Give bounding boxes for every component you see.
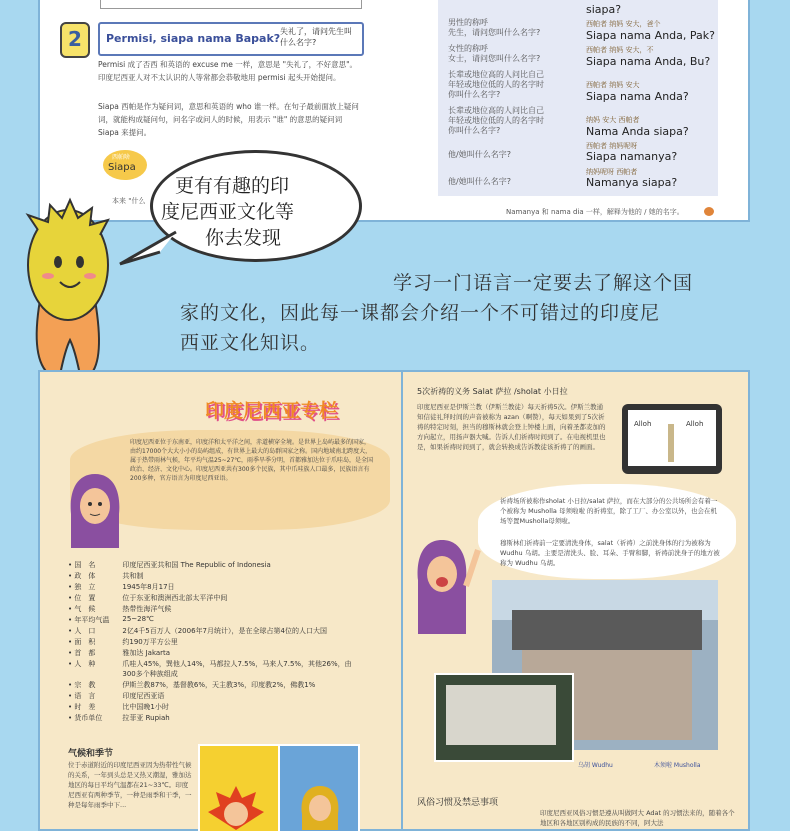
translation-id: Siapa nama Anda? bbox=[586, 90, 689, 103]
fact-row bbox=[68, 604, 362, 614]
rain-woman-icon bbox=[298, 784, 342, 830]
translation-cn: 他/她叫什么名字? bbox=[448, 150, 511, 159]
translation-id: Siapa nama Anda, Bu? bbox=[586, 55, 711, 68]
caption-wudhu: 乌胡 Wudhu bbox=[578, 762, 613, 769]
bullet-icon: • bbox=[68, 703, 75, 711]
translation-pronounce: 西帕者 纳妈 安大，不 bbox=[586, 46, 654, 54]
bullet-icon: • bbox=[68, 638, 75, 646]
fact-label: 面 积 bbox=[74, 638, 96, 646]
mini-mascot-icon bbox=[704, 207, 714, 216]
fact-value: 约190万平方公里 bbox=[122, 638, 178, 646]
bullet-icon: • bbox=[68, 561, 75, 569]
fact-row bbox=[68, 713, 362, 723]
fact-value: 2亿4千5百万人（2006年7月统计），是在全球占第4位的人口大国 bbox=[122, 627, 327, 635]
fact-value: 雅加达 Jakarta bbox=[122, 649, 171, 657]
fact-value: 比中国晚1小时 bbox=[122, 703, 169, 711]
culture-paragraph: 印度尼西亚位于东南亚，印度洋和太平洋之间，赤道横穿全境。是世界上岛屿最多的国家，由约17000个大大小小的岛屿组成，有世界上最大的岛群国家之称。国内地域南北跨度大，属于热带雨林气候，年平均气温25~27℃，雨季旱季分明，首都雅加达位于爪哇岛，是全国政治、经济、文化中心。印度尼西亚共有300多个民族，其中爪哇族人口最多，民族语言有200多种，官方语言为印度尼西亚语。 bbox=[130, 439, 374, 482]
translation-cn: 女性的称呼 女士，请问您叫什么名字? bbox=[448, 44, 541, 63]
translation-id: Siapa namanya? bbox=[586, 150, 678, 163]
fact-label: 时 差 bbox=[74, 703, 96, 711]
fact-value: 位于东亚和澳洲西北部太平洋中间 bbox=[122, 594, 228, 602]
intro-line-1: 学习一门语言一定要去了解这个国 bbox=[393, 272, 694, 294]
translation-id: Namanya siapa? bbox=[586, 176, 678, 189]
translation-pronounce: 纳妈 安大 西帕者 bbox=[586, 116, 640, 124]
fact-label: 人 种 bbox=[74, 660, 96, 668]
speech-bubble bbox=[150, 150, 362, 262]
fact-row bbox=[68, 593, 362, 603]
bullet-icon: • bbox=[68, 594, 75, 602]
fact-row bbox=[68, 626, 362, 636]
fact-label: 宗 教 bbox=[74, 681, 96, 689]
fact-value: 印度尼西亚语 bbox=[122, 692, 165, 700]
bubble-line-3: 你去发现 bbox=[205, 227, 282, 249]
bubble-line-2: 度尼西亚文化等 bbox=[161, 201, 295, 223]
siapa-badge bbox=[103, 150, 147, 180]
siapa-badge-label: Siapa bbox=[108, 162, 136, 173]
fact-value: 拉菲亚 Rupiah bbox=[122, 714, 170, 722]
translation-pronounce: 西帕者 纳妈 安大 bbox=[586, 81, 640, 89]
explanation-paragraph-2: Siapa 西帕是作为疑问词，意思和英语的 who 谁一样。在句子最前面放上疑问词，就能构成疑问句，问名字或问人的时候，用表示 "谁" 的意思的疑问词 Siapa 来提问。 bbox=[98, 102, 359, 137]
siapa-badge-small: 西帕啥 bbox=[112, 154, 131, 161]
fact-row bbox=[68, 680, 362, 690]
fact-value: 共和制 bbox=[122, 572, 144, 580]
footnote: 本来 "什么 bbox=[112, 197, 146, 205]
intro-line-2: 家的文化，因此每一课都会介绍一个不可错过的印度尼 bbox=[180, 302, 661, 324]
fact-label: 语 言 bbox=[74, 692, 96, 700]
prayer-title: 5次祈祷的义务 Salat 萨拉 /sholat 小日拉 bbox=[417, 387, 568, 396]
durian-mascot-icon bbox=[20, 190, 120, 380]
note-2: 穆斯林们祈祷前一定要清洗身体，salat（祈祷）之前洗身体的行为被称为 Wudhu 乌胡。主要是清洗头、脸、耳朵、手臂和脚，祈祷前洗身子的地方被称为 Wudhu 乌胡。 bbox=[500, 539, 720, 567]
fact-row bbox=[68, 582, 362, 592]
translation-cn: 他/她叫什么名字? bbox=[448, 177, 511, 186]
climate-text: 位于赤道附近的印度尼西亚因为热带性气候的关系，一年到头总是又热又潮湿，雅加达地区的每日平均气温都在21~33℃。印度尼西亚有两种季节，一种是雨季和干季，一种是每年雨季中下... bbox=[68, 761, 192, 809]
fact-row bbox=[68, 691, 362, 701]
bullet-icon: • bbox=[68, 649, 75, 657]
fact-label: 首 都 bbox=[74, 649, 96, 657]
translation-id: siapa? bbox=[586, 3, 622, 16]
lesson-number-icon: 2 bbox=[60, 22, 90, 58]
translation-cn: 长辈或地位高的人问比自己 年轻或地位低的人的名字时 你叫什么名字? bbox=[448, 70, 544, 99]
fact-label: 独 立 bbox=[74, 583, 96, 591]
culture-title: 印度尼西亚专栏 bbox=[205, 400, 339, 422]
bullet-icon: • bbox=[68, 605, 75, 613]
tv-label-left: Alloh bbox=[634, 420, 652, 428]
bullet-icon: • bbox=[68, 616, 75, 624]
sentence-chinese: 失礼了，请问先生叫什么名字? bbox=[280, 27, 352, 47]
tv-icon bbox=[622, 404, 722, 474]
hijab-woman-pointing-icon bbox=[412, 536, 482, 636]
bullet-icon: • bbox=[68, 627, 75, 635]
fact-label: 气 候 bbox=[74, 605, 96, 613]
bubble-tail bbox=[118, 230, 178, 270]
fact-label: 政 体 bbox=[74, 572, 96, 580]
sentence-indonesian: Permisi, siapa nama Bapak? bbox=[106, 32, 281, 45]
fact-row bbox=[68, 659, 362, 679]
explanation-paragraph-1: Permisi 成了否西 和英语的 excuse me 一样，意思是 "失礼了，不好意思"。印度尼西亚人对不太认识的人等常都会恭敬地用 permisi 起头开始提问。 bbox=[98, 60, 358, 82]
minaret-icon bbox=[668, 424, 674, 462]
bubble-line-1: 更有有趣的印 bbox=[175, 175, 290, 197]
intro-line-3: 西亚文化知识。 bbox=[180, 332, 321, 354]
customs-title: 风俗习惯及禁忌事项 bbox=[417, 798, 499, 808]
translation-id: Siapa nama Anda, Pak? bbox=[586, 29, 715, 42]
tv-label-right: Alloh bbox=[686, 420, 704, 428]
fact-label: 货币单位 bbox=[74, 714, 103, 722]
prayer-text: 印度尼西亚是伊斯兰教（伊斯兰教徒）每天祈祷5次。伊斯兰教通知信徒礼拜时间的声音被称为 azan（啊赞），每天如果到了5次祈祷的特定时刻，担当的穆斯林就会登上钟楼上面，向着圣都麦加的方向起立，用扬声器大喊。告诉人们祈祷时间到了。在电视机里也是，如果祈祷时间到了，就会转换成告诉教徒该祈祷了的画面。 bbox=[417, 403, 606, 451]
translation-pronounce: 西帕者 纳妈 安大，爸个 bbox=[586, 20, 661, 28]
bullet-icon: • bbox=[68, 583, 75, 591]
bullet-icon: • bbox=[68, 572, 75, 580]
fact-value: 印度尼西亚共和国 The Republic of Indonesia bbox=[122, 561, 271, 569]
climate-title: 气候和季节 bbox=[68, 749, 114, 759]
fact-value: 1945年8月17日 bbox=[122, 583, 175, 591]
bullet-icon: • bbox=[68, 692, 75, 700]
bottom-note: Namanya 和 nama dia 一样，解释为他的 / 她的名字。 bbox=[506, 208, 684, 216]
translation-pronounce: 西帕者 纳妈呢呀 bbox=[586, 142, 638, 150]
bullet-icon: • bbox=[68, 714, 75, 722]
fact-label: 年平均气温 bbox=[74, 616, 110, 624]
fact-label: 国 名 bbox=[74, 561, 96, 569]
fact-label: 人 口 bbox=[74, 627, 96, 635]
fact-value: 热带性海洋气候 bbox=[122, 605, 172, 613]
fact-value: 爪哇人45%，巽他人14%，马都拉人7.5%，马来人7.5%，其他26%，由300多个种族组成 bbox=[122, 660, 352, 678]
fact-value: 伊斯兰教87%，基督教6%，天主教3%，印度教2%，佛教1% bbox=[122, 681, 316, 689]
fact-value: 25~28℃ bbox=[122, 615, 154, 623]
previous-box-edge bbox=[100, 0, 362, 9]
sentence-box bbox=[98, 22, 364, 56]
fact-label: 位 置 bbox=[74, 594, 96, 602]
bullet-icon: • bbox=[68, 660, 75, 668]
fact-row bbox=[68, 615, 362, 625]
fact-row bbox=[68, 637, 362, 647]
translation-cn: 男性的称呼 先生，请问您叫什么名字? bbox=[448, 18, 541, 37]
fact-row bbox=[68, 571, 362, 581]
fact-row bbox=[68, 648, 362, 658]
hot-face-icon bbox=[206, 784, 266, 830]
translation-cn: 长辈或地位高的人问比自己 年轻或地位低的人的名字时 你叫什么名字? bbox=[448, 106, 544, 135]
fact-row bbox=[68, 560, 362, 570]
fact-row bbox=[68, 702, 362, 712]
note-1: 祈祷场所被称作sholat 小日拉/salat 萨拉，而在大部分的公共场所会有着一个被称为 Musholla 母须啦啦 的祈祷室，除了工厂、办公室以外，也会在机场等置Musholla母须啦。 bbox=[500, 497, 718, 525]
customs-text: 印度尼西亚风俗习惯是遵从叫做阿大 Adat 的习惯法来的，随着各个地区和各地区别构成的民族的不同，阿大法 bbox=[540, 809, 735, 827]
bullet-icon: • bbox=[68, 681, 75, 689]
translation-id: Nama Anda siapa? bbox=[586, 125, 689, 138]
translation-pronounce: 纳妈呢呀 西帕者 bbox=[586, 168, 638, 176]
caption-musholla: 木须啦 Musholla bbox=[654, 762, 701, 769]
hijab-woman-icon bbox=[65, 470, 125, 550]
wudhu-photo bbox=[434, 673, 574, 762]
comic-panel bbox=[198, 744, 360, 831]
